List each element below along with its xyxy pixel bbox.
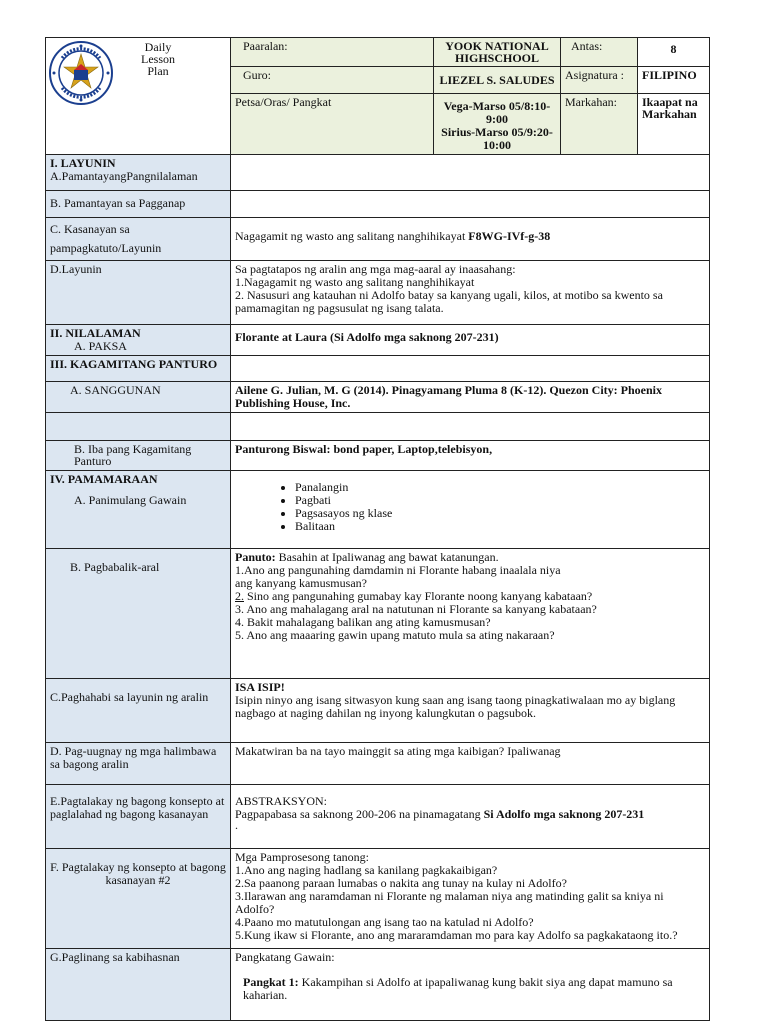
doc-title <box>136 41 180 77</box>
nilalaman-heading: II. NILALAMAN <box>50 326 141 340</box>
asignatura-label: Asignatura : <box>561 67 638 94</box>
list-item: • Balitaan <box>295 520 705 533</box>
paksa-value: Florante at Laura (Si Adolfo mga saknong 207-231) <box>231 325 710 356</box>
paglinang-value <box>231 949 710 1021</box>
layunin-heading: I. LAYUNIN <box>50 156 116 170</box>
question-text: Sino ang pangunahing gumabay kay Florante noong kanyang kabataan? <box>244 589 593 603</box>
panimula-label: A. Panimulang Gawain <box>74 493 187 507</box>
pagtalakay-e-value <box>231 785 710 849</box>
pagtalakay-f-value <box>231 849 710 949</box>
layunin-cell <box>46 155 231 191</box>
pangkat-1-label: Pangkat 1: <box>243 975 299 989</box>
panuto-text: Basahin at Ipaliwanag ang bawat katanungan. <box>275 550 499 564</box>
isa-isip-text: Isipin ninyo ang isang sitwasyon kung saan ang isang taong pinagkatiwalaan mo ay biglang nagbago at naging dahilan ng inyong kalungkutan o pagsubok. <box>235 693 676 720</box>
lesson-plan-table <box>45 37 710 1021</box>
f-line: Mga Pamprosesong tanong: <box>235 850 369 864</box>
pagbabalik-aral-value <box>231 549 710 679</box>
paghahabi-value <box>231 679 710 743</box>
deped-seal-icon <box>48 40 114 106</box>
paaralan-label: Paaralan: <box>231 38 434 67</box>
schedule-vega: Vega-Marso 05/8:10-9:00 <box>443 99 551 126</box>
doc-title-line: Daily <box>144 40 172 54</box>
layunin-d-line: 1.Nagagamit ng wasto ang salitang nanghihikayat <box>235 275 475 289</box>
panimula-value <box>231 471 710 549</box>
pamamaraan-cell <box>46 471 231 549</box>
question-line: ang kanyang kamusmusan? <box>235 576 367 590</box>
pagtalakay-f-label: F. Pagtalakay ng konsepto at bagong kasanayan #2 <box>46 849 231 949</box>
schedule-sirius: Sirius-Marso 05/9:20-10:00 <box>441 125 553 152</box>
doc-title-line: Lesson <box>141 52 175 66</box>
f-line: 3.Ilarawan ang naramdaman ni Florante ng malaman niya ang matinding galit sa kniya ni Adolfo? <box>235 889 664 916</box>
sanggunian-value: Ailene G. Julian, M. G (2014). Pinagyamang Pluma 8 (K-12). Quezon City: Phoenix Publishing House, Inc. <box>231 382 710 413</box>
iba-kagamitan-label: B. Iba pang Kagamitang Panturo <box>46 441 231 471</box>
pag-uugnay-value: Makatwiran ba na tayo mainggit sa ating mga kaibigan? Ipaliwanag <box>231 743 710 785</box>
pamantayang-pangnilalaman-label: A.PamantayangPangnilalaman <box>50 169 198 183</box>
kagamitan-value <box>231 356 710 382</box>
asignatura-value: FILIPINO <box>638 67 710 94</box>
doc-title-line: Plan <box>147 64 169 78</box>
pagbabalik-aral-label: B. Pagbabalik-aral <box>46 549 231 679</box>
layunin-d-label: D.Layunin <box>46 261 231 325</box>
petsa-label: Petsa/Oras/ Pangkat <box>231 94 434 155</box>
list-item: • Panalangin <box>295 481 705 494</box>
kasanayan-label: C. Kasanayan sa pampagkatuto/Layunin <box>46 218 231 261</box>
pangkat-1-text: Kakampihan si Adolfo at ipapaliwanag kung bakit siya ang dapat mamuno sa kaharian. <box>243 975 673 1002</box>
logo-cell <box>46 38 231 155</box>
abstraksyon-plain: Pagpapabasa sa saknong 200-206 na pinamagatang <box>235 807 484 821</box>
pangkat-1-line <box>235 976 705 1002</box>
pangkatang-heading: Pangkatang Gawain: <box>235 950 335 964</box>
question-line: 3. Ano ang mahalagang aral na natutunan ni Florante sa kanyang kabataan? <box>235 602 597 616</box>
abstraksyon-text <box>235 808 705 821</box>
abstraksyon-heading: ABSTRAKSYON: <box>235 794 328 808</box>
antas-value: 8 <box>638 38 710 67</box>
pagtalakay-e-label: E.Pagtalakay ng bagong konsepto at paglalahad ng bagong kasanayan <box>46 785 231 849</box>
list-item: • Pagsasayos ng klase <box>295 507 705 520</box>
school-name: YOOK NATIONAL HIGHSCHOOL <box>434 38 561 67</box>
layunin-d-line: 2. Nasusuri ang katauhan ni Adolfo batay sa kanyang ugali, kilos, at motibo sa kwento sa pamamagitan ng pagsusulat ng isang talata. <box>235 288 663 315</box>
pag-uugnay-label: D. Pag-uugnay ng mga halimbawa sa bagong aralin <box>46 743 231 785</box>
panimula-list <box>295 481 705 533</box>
pamantayan-pagganap-label: B. Pamantayan sa Pagganap <box>46 191 231 218</box>
f-line: 4.Paano mo matutulongan ang isang tao na katulad ni Adolfo? <box>235 915 534 929</box>
abstraksyon-dot: . <box>235 818 238 832</box>
list-item: • Pagbati <box>295 494 705 507</box>
paksa-label: A. PAKSA <box>74 339 127 353</box>
nilalaman-cell <box>46 325 231 356</box>
kasanayan-code: F8WG-IVf-g-38 <box>468 229 551 243</box>
question-line: 1.Ano ang pangunahing damdamin ni Florante habang inaalala niya <box>235 563 561 577</box>
abstraksyon-bold: Si Adolfo mga saknong 207-231 <box>483 807 645 821</box>
panuto-label: Panuto: <box>235 550 276 564</box>
kasanayan-value <box>231 218 710 261</box>
iba-kagamitan-value: Panturong Biswal: bond paper, Laptop,telebisyon, <box>231 441 710 471</box>
question-line: 5. Ano ang maaaring gawin upang matuto mula sa ating nakaraan? <box>235 628 555 642</box>
paghahabi-label: C.Paghahabi sa layunin ng aralin <box>46 679 231 743</box>
lesson-plan-page <box>45 37 698 1021</box>
f-line: 1.Ano ang naging hadlang sa kanilang pagkakaibigan? <box>235 863 498 877</box>
paglinang-label: G.Paglinang sa kabihasnan <box>46 949 231 1021</box>
schedule <box>434 94 561 155</box>
question-number: 2. <box>235 589 244 603</box>
f-line: 2.Sa paanong paraan lumabas o nakita ang tunay na kulay ni Adolfo? <box>235 876 567 890</box>
blank-value <box>231 413 710 441</box>
sanggunian-label: A. SANGGUNAN <box>46 382 231 413</box>
markahan-label: Markahan: <box>561 94 638 155</box>
question-line: 4. Bakit mahalagang balikan ang ating kamusmusan? <box>235 615 491 629</box>
layunin-d-value <box>231 261 710 325</box>
antas-label: Antas: <box>561 38 638 67</box>
kasanayan-text: Nagagamit ng wasto ang salitang nanghihikayat <box>235 229 466 243</box>
markahan-value: Ikaapat na Markahan <box>638 94 710 155</box>
layunin-d-line: Sa pagtatapos ng aralin ang mga mag-aaral ay inaasahang: <box>235 262 516 276</box>
teacher-name: LIEZEL S. SALUDES <box>434 67 561 94</box>
f-line: 5.Kung ikaw si Florante, ano ang mararamdaman mo para kay Adolfo sa pagkakataong ito.? <box>235 928 678 942</box>
guro-label: Guro: <box>231 67 434 94</box>
kagamitan-heading: III. KAGAMITANG PANTURO <box>46 356 231 382</box>
isa-isip-heading: ISA ISIP! <box>235 680 285 694</box>
blank-label <box>46 413 231 441</box>
pamantayang-pangnilalaman-value <box>231 155 710 191</box>
pamamaraan-heading: IV. PAMAMARAAN <box>50 472 158 486</box>
pamantayan-pagganap-value <box>231 191 710 218</box>
